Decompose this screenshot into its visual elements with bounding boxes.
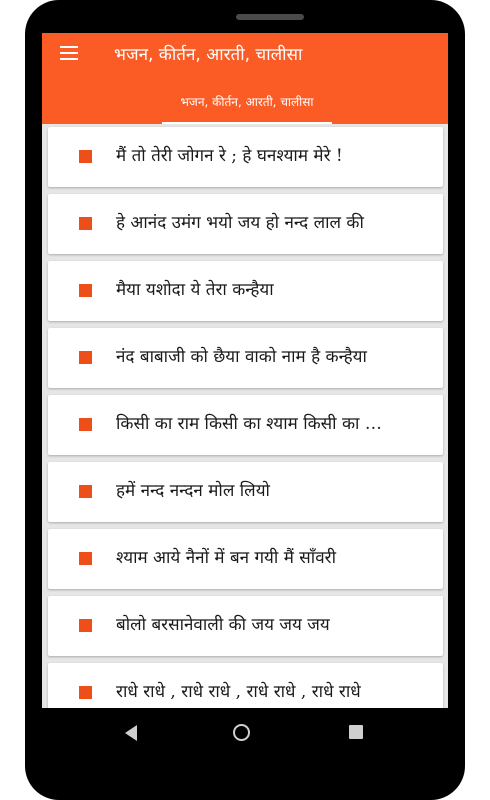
speaker-grille [236,14,304,20]
list-item[interactable] [48,663,443,708]
list-item-label: हमें नन्द नन्दन मोल लियो [116,481,270,501]
square-bullet-icon [79,217,92,230]
list-item-label: किसी का राम किसी का श्याम किसी का … [116,414,382,434]
square-bullet-icon [79,351,92,364]
home-icon[interactable] [233,724,250,741]
hamburger-menu-icon[interactable] [60,46,78,60]
square-bullet-icon [79,485,92,498]
back-icon[interactable] [125,725,137,741]
tab-bar [42,81,448,124]
list-item-label: राधे राधे , राधे राधे , राधे राधे , राधे राधे [116,682,361,702]
square-bullet-icon [79,284,92,297]
square-bullet-icon [79,619,92,632]
app-screen [42,33,448,708]
list-item-label: मैया यशोदा ये तेरा कन्हैया [116,280,274,300]
square-bullet-icon [79,552,92,565]
bhajan-list [42,124,448,708]
list-item-label: श्याम आये नैनों में बन गयी मैं साँवरी [116,548,336,568]
page-title: भजन, कीर्तन, आरती, चालीसा [114,45,303,65]
list-item[interactable] [48,462,443,522]
list-item-label: हे आनंद उमंग भयो जय हो नन्द लाल की [116,213,364,233]
list-item[interactable] [48,328,443,388]
square-bullet-icon [79,150,92,163]
list-item[interactable] [48,395,443,455]
list-item[interactable] [48,529,443,589]
list-item-label: नंद बाबाजी को छैया वाको नाम है कन्हैया [116,347,367,367]
recent-apps-icon[interactable] [349,725,363,739]
system-nav-bar [25,708,465,762]
tab-label: भजन, कीर्तन, आरती, चालीसा [180,95,314,109]
tab-bhajan[interactable] [162,81,332,124]
list-item-label: मैं तो तेरी जोगन रे ; हे घनश्याम मेरे ! [116,146,343,166]
list-item[interactable] [48,596,443,656]
square-bullet-icon [79,418,92,431]
list-item[interactable] [48,261,443,321]
list-item[interactable] [48,194,443,254]
list-item[interactable] [48,127,443,187]
square-bullet-icon [79,686,92,699]
list-item-label: बोलो बरसानेवाली की जय जय जय [116,615,330,635]
app-bar [42,33,448,81]
